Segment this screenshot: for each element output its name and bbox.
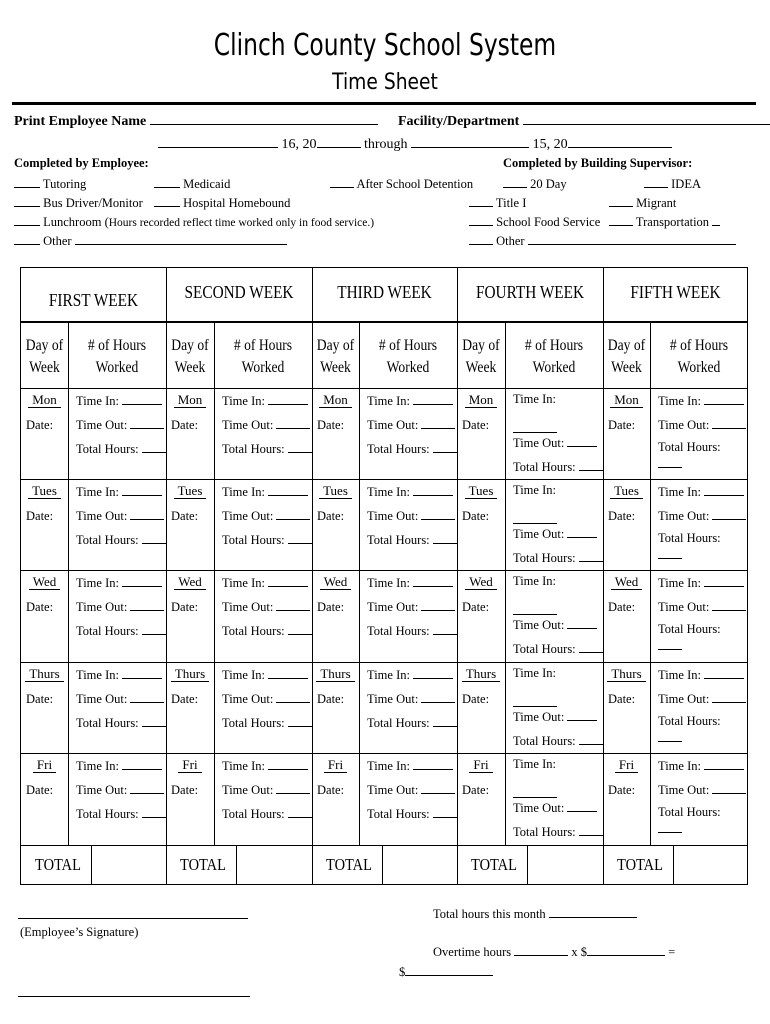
- time-out-field[interactable]: Time Out:: [76, 781, 164, 798]
- time-out-field[interactable]: Time Out:: [658, 416, 746, 433]
- date-field[interactable]: Date:: [608, 783, 636, 797]
- total-hours-field[interactable]: Total Hours:: [222, 531, 312, 548]
- overtime-hours-field[interactable]: [514, 943, 568, 956]
- day-label: Thurs: [166, 666, 214, 682]
- signature-line[interactable]: [18, 918, 248, 919]
- total-hours-field[interactable]: Total Hours:: [658, 531, 747, 563]
- total-hours-field[interactable]: Total Hours:: [76, 805, 166, 822]
- time-out-field[interactable]: Time Out:: [222, 598, 310, 615]
- time-out-field[interactable]: Time Out:: [367, 507, 455, 524]
- day-label: Tues: [166, 483, 214, 499]
- time-in-field[interactable]: Time In:: [658, 483, 744, 500]
- food-service-option[interactable]: School Food Service: [469, 213, 600, 230]
- date-field[interactable]: Date:: [171, 509, 199, 523]
- document-title: Clinch County School System: [213, 28, 557, 63]
- medicaid-option[interactable]: Medicaid: [154, 175, 230, 192]
- supervisor-other-option[interactable]: Other: [469, 232, 736, 249]
- day-label: Tues: [21, 483, 68, 499]
- time-out-field[interactable]: Time Out:: [76, 416, 164, 433]
- day-label: Tues: [457, 483, 505, 499]
- week-header: FOURTH WEEK: [475, 282, 585, 302]
- day-label: Thurs: [21, 666, 68, 682]
- date-field[interactable]: Date:: [462, 418, 490, 432]
- total-hours-field[interactable]: Total Hours:: [513, 458, 603, 475]
- hours-worked-header: # of Hours Worked: [669, 337, 729, 376]
- time-in-field[interactable]: Time In:: [367, 666, 453, 683]
- day-label: Mon: [21, 392, 68, 408]
- overtime-amount-field[interactable]: [405, 963, 493, 976]
- time-out-field[interactable]: Time Out:: [513, 616, 597, 633]
- overtime-amount-row: $: [399, 963, 493, 980]
- time-out-field[interactable]: Time Out:: [658, 507, 746, 524]
- date-field[interactable]: Date:: [608, 418, 636, 432]
- total-month-row: Total hours this month: [433, 905, 637, 922]
- total-hours-field[interactable]: Total Hours:: [76, 531, 166, 548]
- time-out-field[interactable]: Time Out:: [658, 690, 746, 707]
- total-divider: [382, 845, 383, 885]
- total-hours-field[interactable]: Total Hours:: [222, 440, 312, 457]
- total-hours-field[interactable]: Total Hours:: [76, 440, 166, 457]
- time-out-field[interactable]: Time Out:: [222, 507, 310, 524]
- time-in-field[interactable]: Time In:: [367, 757, 453, 774]
- day-label: Mon: [312, 392, 359, 408]
- total-hours-field[interactable]: Total Hours:: [367, 440, 457, 457]
- column-divider: [359, 321, 360, 845]
- lunchroom-option[interactable]: Lunchroom (Hours recorded reflect time worked only in food service.): [14, 213, 374, 230]
- time-out-field[interactable]: Time Out:: [367, 690, 455, 707]
- timesheet-table: [20, 267, 748, 885]
- date-field[interactable]: Date:: [317, 418, 345, 432]
- time-out-field[interactable]: Time Out:: [513, 799, 597, 816]
- week-header: FIFTH WEEK: [630, 282, 721, 302]
- column-divider: [68, 321, 69, 845]
- end-month-field[interactable]: [411, 135, 529, 148]
- day-label: Thurs: [603, 666, 650, 682]
- hours-worked-header: # of Hours Worked: [87, 337, 147, 376]
- date-field[interactable]: Date:: [462, 600, 490, 614]
- after-school-option[interactable]: After School Detention: [330, 175, 473, 192]
- row-divider: [21, 753, 748, 754]
- through-text: through: [364, 137, 408, 152]
- day-label: Thurs: [312, 666, 359, 682]
- row-divider: [21, 479, 748, 480]
- header-rule: [12, 102, 756, 105]
- total-hours-field[interactable]: Total Hours:: [76, 714, 166, 731]
- date-field[interactable]: Date:: [317, 783, 345, 797]
- total-hours-field[interactable]: Total Hours:: [367, 622, 457, 639]
- day-of-week-header: Day of Week: [25, 337, 64, 376]
- column-divider: [505, 321, 506, 845]
- day20-option[interactable]: 20 Day: [503, 175, 567, 192]
- start-year-field[interactable]: [317, 135, 361, 148]
- day-label: Mon: [166, 392, 214, 408]
- column-divider: [214, 321, 215, 845]
- title1-option[interactable]: Title I: [469, 194, 526, 211]
- end-year-field[interactable]: [568, 135, 672, 148]
- day-label: Wed: [603, 574, 650, 590]
- employee-section-title: Completed by Employee:: [14, 156, 149, 170]
- total-hours-field[interactable]: Total Hours:: [658, 805, 747, 837]
- row-divider: [21, 570, 748, 571]
- day-of-week-header: Day of Week: [316, 337, 355, 376]
- facility-field[interactable]: [523, 112, 770, 125]
- week-header: SECOND WEEK: [184, 282, 294, 302]
- total-label: TOTAL: [35, 855, 81, 874]
- total-hours-field[interactable]: Total Hours:: [513, 640, 603, 657]
- start-date-text: 16, 20: [281, 137, 317, 152]
- day-label: Fri: [21, 757, 68, 773]
- date-field[interactable]: Date:: [462, 692, 490, 706]
- overtime-row: Overtime hours x $ =: [433, 945, 676, 959]
- day-of-week-header: Day of Week: [462, 337, 500, 376]
- day-label: Wed: [166, 574, 214, 590]
- total-hours-field[interactable]: Total Hours:: [367, 531, 457, 548]
- end-date-text: 15, 20: [532, 137, 568, 152]
- row-divider: [21, 662, 748, 663]
- hours-worked-header: # of Hours Worked: [524, 337, 584, 376]
- bus-option[interactable]: Bus Driver/Monitor: [14, 194, 143, 211]
- employee-name-field[interactable]: [150, 112, 378, 125]
- facility-row: [398, 112, 770, 130]
- time-out-field[interactable]: Time Out:: [367, 598, 455, 615]
- row-divider: [21, 321, 748, 323]
- time-out-field[interactable]: Time Out:: [513, 525, 597, 542]
- total-hours-field[interactable]: Total Hours:: [367, 714, 457, 731]
- day-label: Thurs: [457, 666, 505, 682]
- time-in-field[interactable]: Time In:: [222, 757, 308, 774]
- row-divider: [21, 845, 748, 846]
- date-field[interactable]: Date:: [26, 600, 54, 614]
- time-in-field[interactable]: Time In:: [367, 392, 453, 409]
- day-of-week-header: Day of Week: [171, 337, 209, 376]
- day-label: Wed: [21, 574, 68, 590]
- total-hours-field[interactable]: Total Hours:: [658, 440, 747, 472]
- time-out-field[interactable]: Time Out:: [513, 434, 597, 451]
- facility-label: Facility/Department: [398, 114, 520, 129]
- week-header: THIRD WEEK: [337, 282, 432, 302]
- day-label: Fri: [312, 757, 359, 773]
- time-in-field[interactable]: Time In:: [513, 757, 556, 771]
- time-out-field[interactable]: Time Out:: [76, 690, 164, 707]
- date-field[interactable]: Date:: [26, 418, 54, 432]
- time-in-field[interactable]: Time In:: [513, 392, 556, 406]
- time-in-field[interactable]: Time In:: [367, 483, 453, 500]
- time-out-field[interactable]: Time Out:: [367, 416, 455, 433]
- document-subtitle: Time Sheet: [332, 70, 438, 95]
- hours-worked-header: # of Hours Worked: [233, 337, 293, 376]
- other-option[interactable]: Other: [14, 232, 287, 249]
- total-hours-field[interactable]: Total Hours:: [513, 823, 603, 840]
- idea-option[interactable]: IDEA: [644, 175, 701, 192]
- day-label: Tues: [312, 483, 359, 499]
- day-label: Wed: [312, 574, 359, 590]
- date-field[interactable]: Date:: [26, 783, 54, 797]
- supervisor-section-title: Completed by Building Supervisor:: [503, 156, 693, 170]
- time-in-field[interactable]: Time In:: [222, 574, 308, 591]
- time-in-blank[interactable]: [513, 523, 557, 524]
- total-hours-field[interactable]: Total Hours:: [222, 622, 312, 639]
- total-hours-field[interactable]: Total Hours:: [222, 805, 312, 822]
- signature-label: (Employee’s Signature): [20, 925, 139, 939]
- time-in-field[interactable]: Time In:: [76, 574, 162, 591]
- time-in-field[interactable]: Time In:: [658, 757, 744, 774]
- overtime-rate-field[interactable]: [587, 943, 665, 956]
- total-label: TOTAL: [617, 855, 663, 874]
- date-field[interactable]: Date:: [171, 692, 199, 706]
- date-field[interactable]: Date:: [171, 600, 199, 614]
- day-label: Tues: [603, 483, 650, 499]
- time-in-field[interactable]: Time In:: [658, 666, 744, 683]
- date-field[interactable]: Date:: [26, 509, 54, 523]
- time-in-field[interactable]: Time In:: [658, 574, 744, 591]
- day-label: Mon: [603, 392, 650, 408]
- migrant-option[interactable]: Migrant: [609, 194, 676, 211]
- start-month-field[interactable]: [158, 135, 278, 148]
- time-out-field[interactable]: Time Out:: [76, 598, 164, 615]
- date-field[interactable]: Date:: [462, 783, 490, 797]
- homebound-option[interactable]: Hospital Homebound: [154, 194, 290, 211]
- total-hours-field[interactable]: Total Hours:: [658, 622, 747, 654]
- date-field[interactable]: Date:: [171, 418, 199, 432]
- total-hours-field[interactable]: Total Hours:: [658, 714, 747, 746]
- time-in-field[interactable]: Time In:: [513, 483, 556, 497]
- week-header: FIRST WEEK: [48, 290, 139, 310]
- total-divider: [91, 845, 92, 885]
- total-hours-field[interactable]: Total Hours:: [513, 549, 603, 566]
- time-in-blank[interactable]: [513, 432, 557, 433]
- time-in-blank[interactable]: [513, 614, 557, 615]
- date-field[interactable]: Date:: [608, 509, 636, 523]
- time-in-field[interactable]: Time In:: [513, 666, 556, 680]
- day-label: Fri: [457, 757, 505, 773]
- total-label: TOTAL: [180, 855, 226, 874]
- hours-worked-header: # of Hours Worked: [378, 337, 438, 376]
- time-in-field[interactable]: Time In:: [222, 666, 308, 683]
- total-month-field[interactable]: [549, 905, 637, 918]
- total-divider: [527, 845, 528, 885]
- day-label: Fri: [166, 757, 214, 773]
- total-divider: [236, 845, 237, 885]
- day-label: Wed: [457, 574, 505, 590]
- employee-name-label: Print Employee Name: [14, 114, 147, 129]
- time-in-blank[interactable]: [513, 797, 557, 798]
- date-field[interactable]: Date:: [462, 509, 490, 523]
- tutoring-option[interactable]: Tutoring: [14, 175, 86, 192]
- time-out-field[interactable]: Time Out:: [513, 708, 597, 725]
- time-in-field[interactable]: Time In:: [222, 483, 308, 500]
- time-out-field[interactable]: Time Out:: [367, 781, 455, 798]
- date-field[interactable]: Date:: [317, 692, 345, 706]
- date-range-row: [158, 135, 672, 153]
- time-in-field[interactable]: Time In:: [76, 392, 162, 409]
- date-field[interactable]: Date:: [171, 783, 199, 797]
- time-out-field[interactable]: Time Out:: [658, 598, 746, 615]
- time-in-field[interactable]: Time In:: [513, 574, 556, 588]
- time-out-field[interactable]: Time Out:: [222, 416, 310, 433]
- day-of-week-header: Day of Week: [607, 337, 646, 376]
- date-field[interactable]: Date:: [608, 692, 636, 706]
- time-in-field[interactable]: Time In:: [76, 483, 162, 500]
- total-hours-field[interactable]: Total Hours:: [222, 714, 312, 731]
- total-divider: [673, 845, 674, 885]
- time-in-field[interactable]: Time In:: [658, 392, 744, 409]
- date-field[interactable]: Date:: [317, 600, 345, 614]
- date-field[interactable]: Date:: [317, 509, 345, 523]
- time-out-field[interactable]: Time Out:: [658, 781, 746, 798]
- total-hours-field[interactable]: Total Hours:: [367, 805, 457, 822]
- total-label: TOTAL: [471, 855, 517, 874]
- transportation-option[interactable]: Transportation: [609, 213, 720, 230]
- day-label: Mon: [457, 392, 505, 408]
- time-in-field[interactable]: Time In:: [222, 392, 308, 409]
- time-out-field[interactable]: Time Out:: [76, 507, 164, 524]
- time-out-field[interactable]: Time Out:: [222, 781, 310, 798]
- time-out-field[interactable]: Time Out:: [222, 690, 310, 707]
- date-field[interactable]: Date:: [608, 600, 636, 614]
- time-in-field[interactable]: Time In:: [76, 666, 162, 683]
- second-signature-line[interactable]: [18, 996, 250, 997]
- total-hours-field[interactable]: Total Hours:: [513, 732, 603, 749]
- day-label: Fri: [603, 757, 650, 773]
- employee-name-row: [14, 112, 378, 130]
- time-in-blank[interactable]: [513, 706, 557, 707]
- time-in-field[interactable]: Time In:: [367, 574, 453, 591]
- date-field[interactable]: Date:: [26, 692, 54, 706]
- total-label: TOTAL: [326, 855, 372, 874]
- column-divider: [650, 321, 651, 845]
- row-divider: [21, 388, 748, 389]
- time-in-field[interactable]: Time In:: [76, 757, 162, 774]
- total-hours-field[interactable]: Total Hours:: [76, 622, 166, 639]
